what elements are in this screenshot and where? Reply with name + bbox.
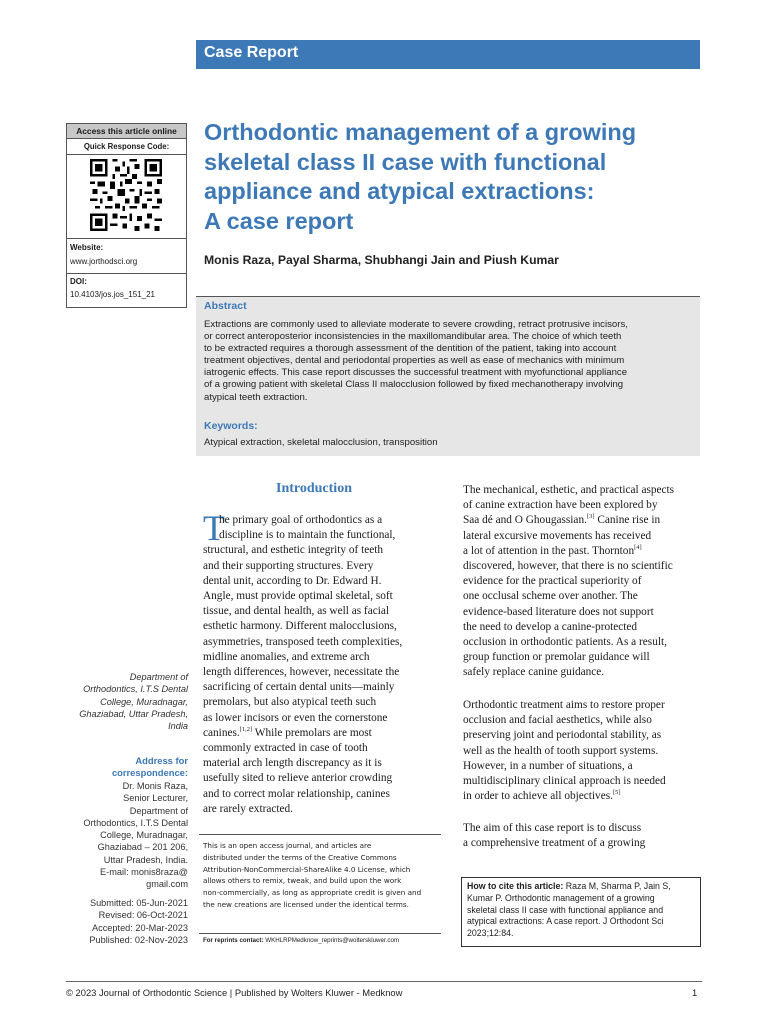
body-line: esthetic harmony. Different malocclusions, (203, 620, 397, 633)
body-text: Saa dé and O Ghougassian. (463, 514, 587, 527)
qr-code-icon[interactable] (90, 159, 162, 231)
body-line: occlusion in orthodontic patients. As a result, (463, 636, 667, 649)
correspondence-line: Ghaziabad – 201 206, (97, 842, 188, 853)
body-line: and their supporting structures. Every (203, 559, 374, 572)
license-line: the new creations are licensed under the identical terms. (203, 899, 409, 909)
date-accepted: Accepted: 20-Mar-2023 (91, 922, 188, 933)
date-published: Published: 02-Nov-2023 (89, 934, 188, 945)
affiliation-line: Department of (129, 672, 188, 682)
how-to-cite-text (467, 881, 699, 940)
access-divider (67, 238, 186, 239)
citation-ref[interactable]: [5] (612, 789, 621, 797)
abstract-line: Extractions are commonly used to alleviate moderate to severe crowding, retract protrusive incisors, (204, 319, 628, 330)
doi-label: DOI: (70, 277, 87, 286)
footer-copyright: © 2023 Journal of Orthodontic Science | Published by Wolters Kluwer - Medknow (66, 987, 403, 998)
license-line: distributed under the terms of the Creative Commons (203, 852, 397, 862)
license-rule (199, 834, 441, 835)
correspondence-line: Senior Lecturer, (123, 793, 188, 804)
body-line: length differences, however, necessitate the (203, 666, 400, 679)
body-line: structural, and esthetic integrity of teeth (203, 544, 384, 557)
reprints-email[interactable]: WKHLRPMedknow_reprints@wolterskluwer.com (263, 937, 400, 944)
cite-line: Kumar P. Orthodontic management of a growing (467, 892, 655, 903)
cite-text: Raza M, Sharma P, Jain S, (563, 881, 671, 891)
affiliation-line: Ghaziabad, Uttar Pradesh, (79, 708, 188, 719)
body-line: evidence for the practical superiority of (463, 575, 642, 588)
introduction-column-2 (463, 483, 703, 681)
title-line: A case report (204, 207, 354, 234)
body-line: Orthodontic treatment aims to restore proper (463, 699, 665, 711)
abstract-text (204, 319, 700, 404)
abstract-line: to be extracted requires a thorough assessment of the dentition of the patient, taking into account (204, 343, 617, 355)
cite-line (467, 881, 699, 893)
body-line: Angle, must provide optimal skeletal, soft (203, 590, 393, 603)
title-line: skeletal class II case with functional (204, 148, 607, 175)
citation-ref[interactable]: [3] (586, 513, 595, 521)
access-heading: Access this article online (67, 124, 186, 139)
body-line: lateral excursive movements has received (463, 529, 652, 542)
reprints-contact (203, 937, 399, 944)
body-line: of canine extraction have been explored by (463, 499, 658, 512)
correspondence-email[interactable]: E-mail: monis8raza@ (100, 867, 188, 878)
qr-code-label: Quick Response Code: (67, 140, 186, 155)
citation-ref[interactable]: [1,2] (239, 726, 253, 734)
body-line: material arch length discrepancy as it is (203, 757, 382, 770)
cite-line: atypical extractions: A case report. J Orthodont Sci (467, 916, 664, 927)
body-line (463, 513, 703, 528)
website-label: Website: (70, 243, 104, 252)
correspondence-address (83, 780, 188, 891)
article-dates (89, 897, 188, 946)
correspondence-heading-line: correspondence: (111, 767, 188, 779)
body-line: midline anomalies, and extreme arch (203, 650, 370, 663)
body-line: premolars, but also atypical teeth such (203, 696, 377, 709)
abstract-heading: Abstract (204, 300, 247, 312)
body-line: one occlusal scheme over another. The (463, 590, 638, 603)
body-line: preserving joint and periodontal stability, as (463, 729, 662, 742)
body-line: occlusion and facial aesthetics, while also (463, 714, 652, 727)
body-line: asymmetries, transposed teeth complexities, (203, 635, 403, 648)
title-line: Orthodontic management of a growing (204, 119, 637, 145)
reprint-rule (199, 933, 441, 934)
footer-rule (66, 981, 702, 982)
correspondence-line: Dr. Monis Raza, (122, 781, 188, 791)
body-text: While premolars are most (252, 726, 372, 739)
abstract-line: treatment objectives, dental and periodontal properties as well as ease of mechanics with minimum (204, 355, 625, 367)
body-line: a comprehensive treatment of a growing (463, 837, 646, 850)
correspondence-email[interactable]: gmail.com (146, 879, 188, 890)
body-line: well as the health of tooth support systems. (463, 744, 659, 757)
license-notice (203, 840, 443, 911)
website-link[interactable]: www.jorthodsci.org (70, 257, 138, 266)
body-line: evidence-based literature does not support (463, 605, 654, 618)
correspondence-line: College, Muradnagar, (100, 830, 188, 841)
doi-value[interactable]: 10.4103/jos.jos_151_21 (70, 290, 155, 299)
body-line: dental unit, according to Dr. Edward H. (203, 574, 382, 587)
body-line: are rarely extracted. (203, 802, 293, 815)
drop-cap: T (203, 508, 225, 548)
body-line: sacrificing of certain dental units—mainly (203, 681, 395, 694)
correspondence-heading (112, 755, 188, 780)
body-line: and to correct molar relationship, canines (203, 787, 390, 800)
body-line: multidisciplinary clinical approach is needed (463, 775, 666, 788)
date-revised: Revised: 06-Oct-2021 (98, 910, 188, 921)
body-line: tissue, and dental health, as well as facial (203, 605, 390, 618)
body-text: in order to achieve all objectives. (463, 790, 613, 803)
body-line: as lower incisors or even the cornerstone (203, 711, 388, 724)
body-line: commonly extracted in case of tooth (203, 742, 368, 755)
affiliation-line: Orthodontics, I.T.S Dental (83, 684, 188, 695)
body-line: safely replace canine guidance. (463, 666, 605, 679)
date-submitted: Submitted: 05-Jun-2021 (89, 898, 188, 908)
body-text: a lot of attention in the past. Thornton (463, 544, 635, 557)
body-text: Canine rise in (594, 514, 661, 527)
article-type-label: Case Report (204, 44, 299, 61)
body-line (463, 789, 703, 804)
introduction-column-1 (203, 513, 443, 817)
body-line: usefully sited to relieve anterior crowding (203, 772, 393, 785)
correspondence-heading-line: Address for (135, 755, 188, 766)
keywords-heading: Keywords: (204, 420, 258, 432)
body-line: the need to develop a canine-protected (463, 620, 638, 633)
access-divider (67, 273, 186, 274)
license-line: allows others to remix, tweak, and build upon the work (203, 876, 402, 886)
paragraph-aim (463, 821, 703, 851)
title-line: appliance and atypical extractions: (204, 178, 595, 204)
abstract-line: or correct anteroposterior inconsistencies in the maxillomandibular area. The choice of which teeth (204, 331, 622, 343)
page-number: 1 (692, 987, 698, 998)
body-line (463, 544, 703, 559)
citation-ref[interactable]: [4] (634, 544, 642, 552)
author-list: Monis Raza, Payal Sharma, Shubhangi Jain and Piush Kumar (204, 253, 559, 267)
correspondence-line: Uttar Pradesh, India. (103, 854, 188, 865)
introduction-heading: Introduction (276, 481, 352, 496)
correspondence-line: Orthodontics, I.T.S Dental (83, 817, 188, 828)
body-line: discovered, however, that there is no scientific (463, 560, 673, 573)
correspondence-line: Department of (129, 805, 188, 816)
abstract-top-rule (196, 296, 700, 297)
article-title (204, 118, 704, 236)
affiliation (79, 671, 188, 732)
affiliation-line: College, Muradnagar, (100, 696, 188, 707)
license-line: Attribution-NonCommercial-ShareAlike 4.0 License, which (203, 864, 411, 874)
license-line: non-commercially, as long as appropriate credit is given and (203, 888, 422, 898)
body-line: he primary goal of orthodontics as a (219, 514, 383, 526)
body-line: discipline is to maintain the functional, (219, 529, 396, 542)
body-text: canines. (203, 726, 240, 739)
keywords-text: Atypical extraction, skeletal malocclusion, transposition (204, 437, 438, 448)
cite-label: How to cite this article: (467, 881, 564, 891)
body-line: The aim of this case report is to discuss (463, 822, 642, 834)
cite-line: skeletal class II case with functional appliance and (467, 904, 664, 915)
body-line: However, in a number of situations, a (463, 759, 633, 772)
body-line: The mechanical, esthetic, and practical aspects (463, 484, 675, 496)
reprints-label: For reprints contact: (203, 937, 264, 944)
body-line (203, 726, 443, 741)
abstract-line: of a growing patient with skeletal Class II malocclusion followed by fixed mechanotherapy involving (204, 379, 624, 391)
cite-line: 2023;12:84. (467, 928, 514, 939)
body-line: group function or premolar guidance will (463, 651, 650, 664)
license-line: This is an open access journal, and articles are (203, 841, 372, 850)
paragraph-treatment-aims (463, 698, 703, 804)
abstract-line: iatrogenic effects. This case report discusses the successful treatment with myofunctional appliance (204, 367, 628, 379)
affiliation-line: India (168, 721, 188, 732)
abstract-line: atypical teeth extraction. (204, 391, 308, 403)
